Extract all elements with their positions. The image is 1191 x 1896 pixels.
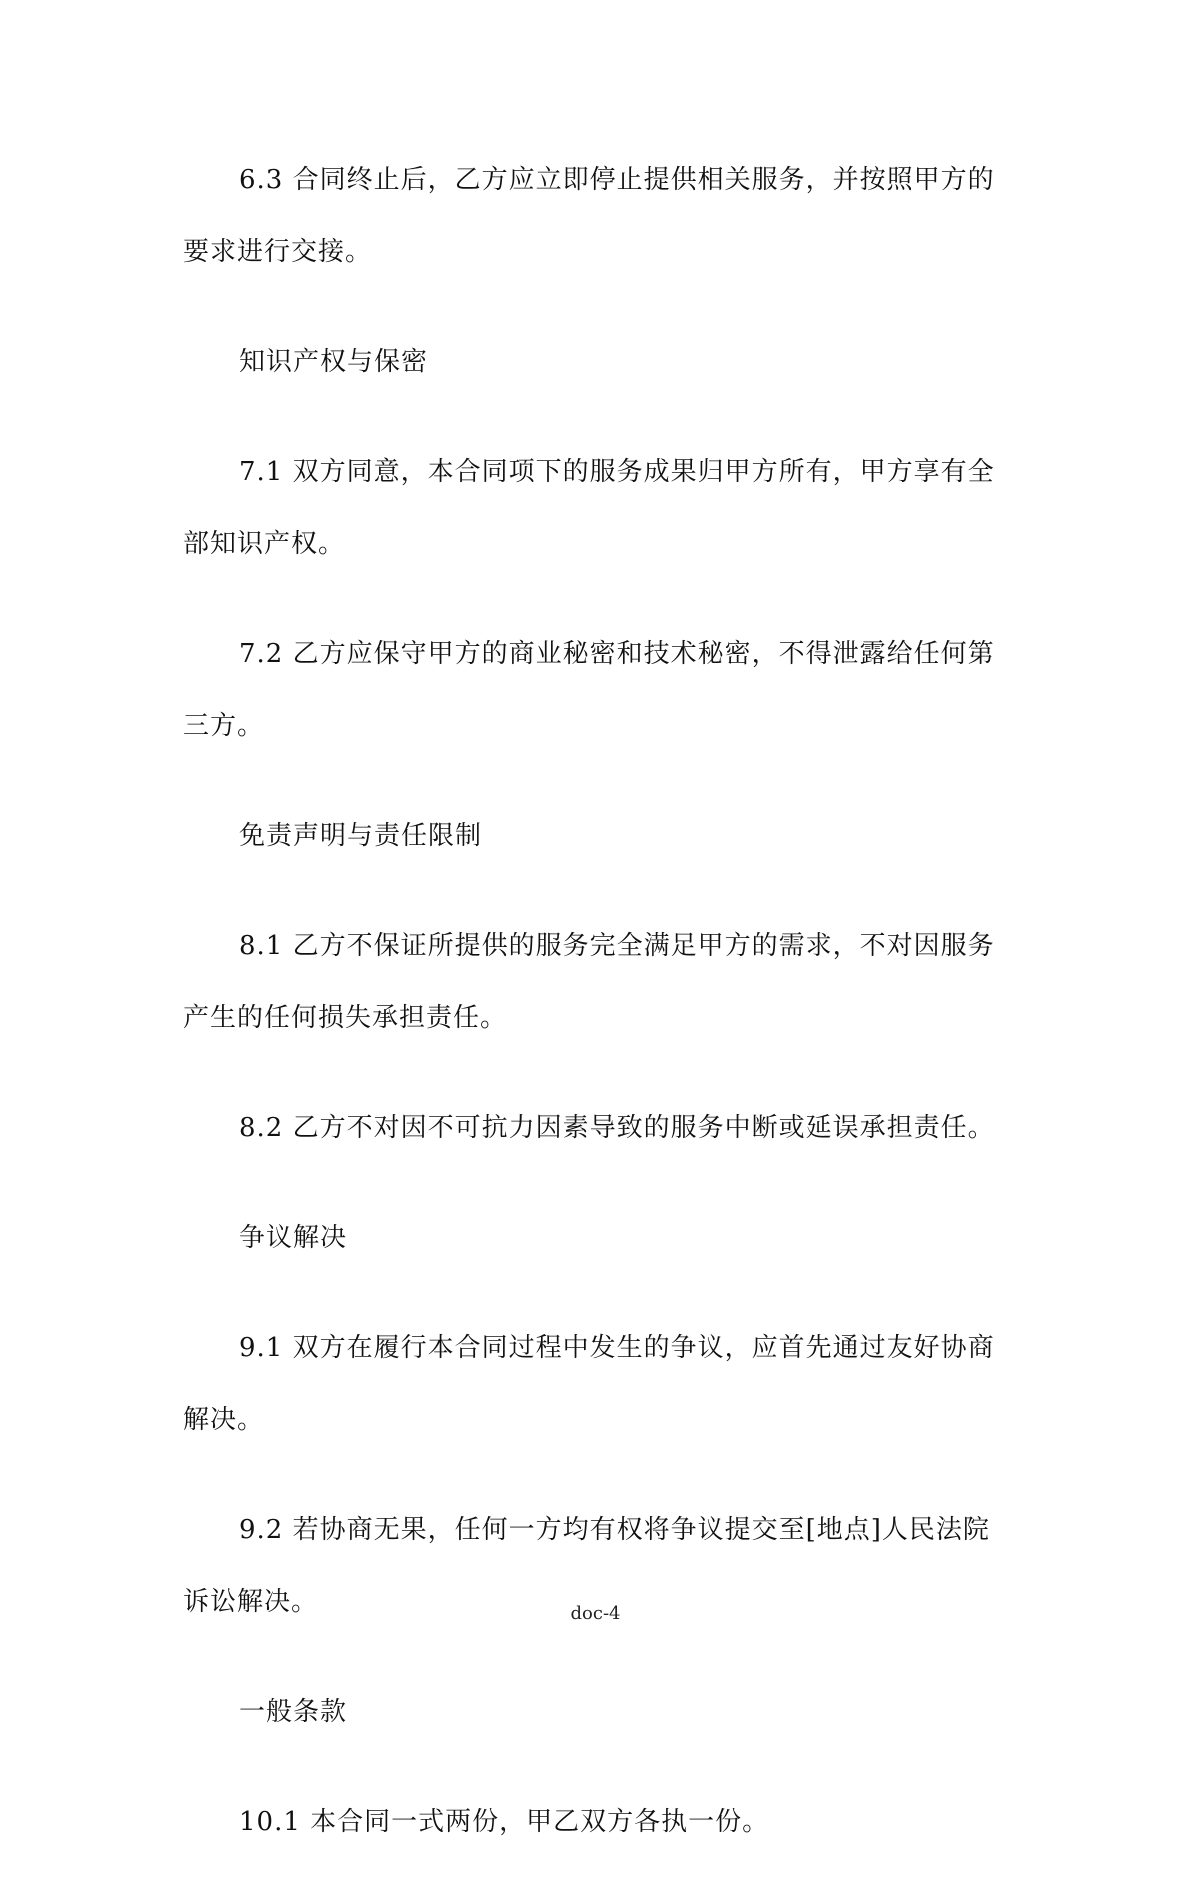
- clause-9-2: 9.2 若协商无果，任何一方均有权将争议提交至[地点]人民法院诉讼解决。: [183, 1515, 990, 1617]
- clause-7-1: 7.1 双方同意，本合同项下的服务成果归甲方所有，甲方享有全部知识产权。: [183, 457, 995, 559]
- section-heading-dispute-resolution: 争议解决: [239, 1223, 348, 1253]
- section-heading-ip-confidentiality: 知识产权与保密: [239, 347, 429, 377]
- clause-7-2: 7.2 乙方应保守甲方的商业秘密和技术秘密，不得泄露给任何第三方。: [183, 639, 995, 741]
- section-heading-disclaimer: 免责声明与责任限制: [239, 821, 483, 851]
- document-body: [183, 144, 1009, 1896]
- clause-8-1: 8.1 乙方不保证所提供的服务完全满足甲方的需求，不对因服务产生的任何损失承担责任。: [183, 931, 995, 1033]
- section-heading-general-terms: 一般条款: [239, 1697, 348, 1727]
- clause-9-1: 9.1 双方在履行本合同过程中发生的争议，应首先通过友好协商解决。: [183, 1333, 995, 1435]
- page-footer: [0, 1603, 1191, 1624]
- clause-10-1: 10.1 本合同一式两份，甲乙双方各执一份。: [239, 1807, 770, 1837]
- clause-6-3: 6.3 合同终止后，乙方应立即停止提供相关服务，并按照甲方的要求进行交接。: [183, 165, 995, 267]
- clause-8-2: 8.2 乙方不对因不可抗力因素导致的服务中断或延误承担责任。: [239, 1113, 995, 1143]
- page-number-label: doc-4: [570, 1603, 621, 1624]
